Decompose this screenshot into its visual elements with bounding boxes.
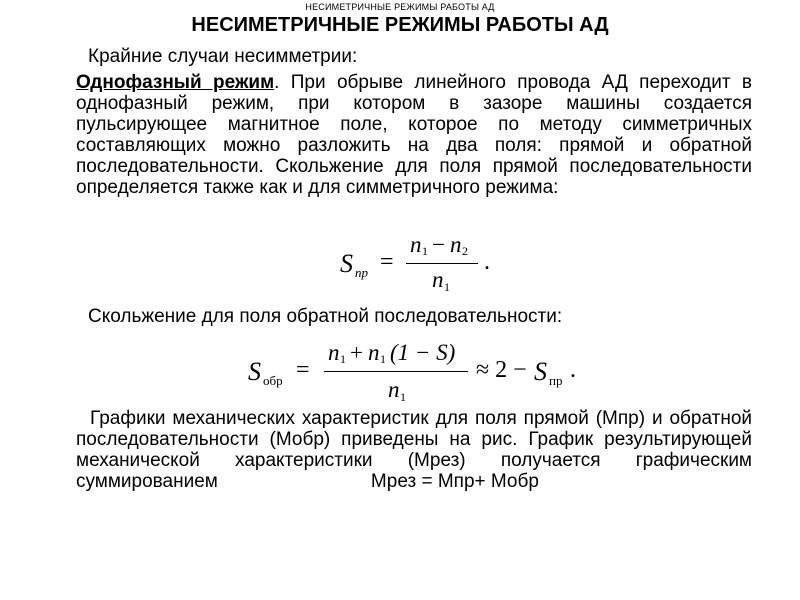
formula-numerator-a-sub: 1 xyxy=(340,352,346,366)
formula-numerator-a-sub: 1 xyxy=(422,244,428,258)
formula-numerator-paren: (1 − S) xyxy=(390,340,456,365)
formula-denominator-sub: 1 xyxy=(400,390,406,404)
formula-denominator-sub: 1 xyxy=(444,280,450,294)
formula-equals: = xyxy=(380,249,394,275)
formula-fraction-bar xyxy=(324,371,468,372)
formula-fraction-bar xyxy=(406,263,478,264)
formula-numerator-b: n xyxy=(450,232,462,257)
formula-reverse-slip xyxy=(248,340,608,412)
formula-lhs-subscript: обр xyxy=(263,373,283,388)
term-single-phase-mode: Однофазный режим xyxy=(76,72,275,93)
paragraph-single-phase-text: . При обрыве линейного провода АД переходит в однофазный режим, при котором в зазоре машины создается пульсирующее магнитное поле, которое по методу симметричных составляющих можно разложить на два поля: прямой и обратной последовательности. Скольжение для поля прямой последовательности определяется также как и для симметричного режима: xyxy=(76,72,753,198)
header-label: НЕСИМЕТРИЧНЫЕ РЕЖИМЫ РАБОТЫ АД xyxy=(305,2,495,12)
formula-numerator-b-sub: 1 xyxy=(380,352,386,366)
formula-approx: ≈ 2 − xyxy=(476,357,527,383)
page-title: НЕСИМЕТРИЧНЫЕ РЕЖИМЫ РАБОТЫ АД xyxy=(191,14,609,36)
formula-forward-slip xyxy=(340,232,520,300)
formula-denominator: n xyxy=(388,377,400,402)
intro-text: Крайние случаи несимметрии: xyxy=(88,46,358,67)
formula-lhs-subscript: пр xyxy=(355,265,368,280)
formula-numerator-b: n xyxy=(368,340,380,365)
formula-denominator: n xyxy=(432,267,444,292)
formula-lhs-symbol: S xyxy=(340,249,353,278)
formula-equals: = xyxy=(296,357,310,383)
paragraph-characteristics: Графики механических характеристик для поля прямой (Мпр) и обратной последовательности (Мобр) приведены на рис. График результирующей механической характеристики (Мрез) получается графическим суммированием Мрез = Мпр+ Мобр xyxy=(76,408,758,492)
formula-rhs-subscript: пр xyxy=(549,373,563,388)
paragraph-single-phase xyxy=(76,72,752,198)
caption-reverse-slip: Скольжение для поля обратной последовательности: xyxy=(88,306,563,327)
formula-numerator-b-sub: 2 xyxy=(462,244,468,258)
formula-period: . xyxy=(484,249,490,275)
formula-rhs-symbol: S xyxy=(534,357,547,386)
formula-lhs-symbol: S xyxy=(248,357,261,386)
formula-numerator-a: n xyxy=(410,232,422,257)
formula-period: . xyxy=(570,357,576,383)
formula-minus: − xyxy=(432,232,445,257)
formula-plus: + xyxy=(350,340,363,365)
formula-numerator-a: n xyxy=(328,340,340,365)
